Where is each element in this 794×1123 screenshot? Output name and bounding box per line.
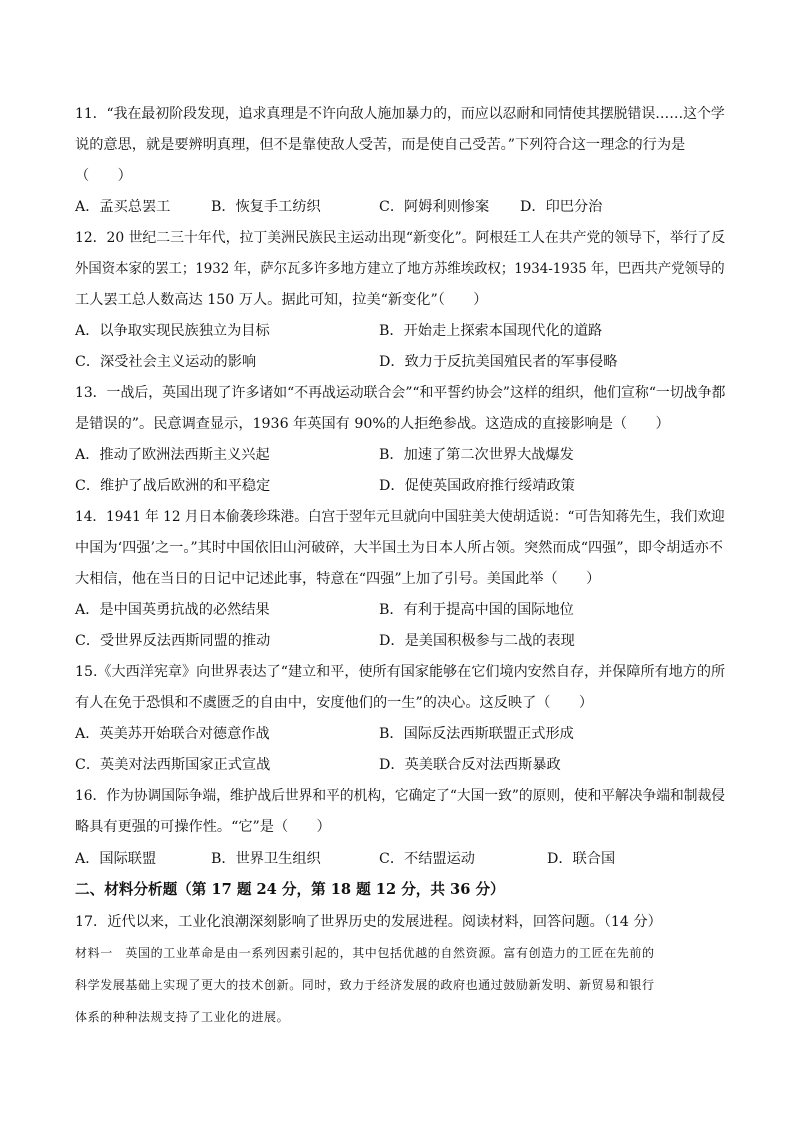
q13-option-c: C．维护了战后欧洲的和平稳定 [75,478,271,494]
q16-option-c: C．不结盟运动 [379,851,475,867]
q12-line-1: 12．20 世纪二三十年代，拉丁美洲民族民主运动出现“新变化”。阿根廷工人在共产党的领导下，举行了反 [75,230,726,246]
q12-line-3: 工人罢工总人数高达 150 万人。据此可知，拉美“新变化”（ ） [75,292,488,308]
q12-option-b: B．开始走上探索本国现代化的道路 [379,323,603,339]
q15-option-d: D．英美联合反对法西斯暴政 [379,757,561,773]
q11-line-1: 11．“我在最初阶段发现，追求真理是不许向敌人施加暴力的，而应以忍耐和同情使其摆脱错误……这个学 [75,106,725,122]
q17-material-line-2: 科学发展基础上实现了更大的技术创新。同时，致力于经济发展的政府也通过鼓励新发明、新贸易和银行 [75,978,655,992]
q15-line-2: 有人在免于恐惧和不虞匮乏的自由中，安度他们的一生”的决心。这反映了（ ） [75,695,594,711]
q12-option-c: C．深受社会主义运动的影响 [75,354,257,370]
q16-option-b: B．世界卫生组织 [211,851,321,867]
q11-option-d: D．印巴分治 [520,199,603,215]
q16-option-a: A．国际联盟 [75,851,157,867]
q11-option-c: C．阿姆利则惨案 [379,199,490,215]
q13-line-2: 是错误的”。民意调查显示，1936 年英国有 90%的人拒绝参战。这造成的直接影响是（ ） [75,416,670,432]
q14-line-2: 中国为‘四强’之一。”其时中国依旧山河破碎，大半国土为日本人所占领。突然而成“四强”，即令胡适亦不 [75,540,723,556]
q14-line-3: 大相信，他在当日的日记中记述此事，特意在“四强”上加了引号。美国此举（ ） [75,571,601,587]
q17-material-line-3: 体系的种种法规支持了工业化的进展。 [75,1010,290,1024]
q13-option-b: B．加速了第二次世界大战爆发 [379,447,574,463]
q16-option-d: D．联合国 [547,851,616,867]
q13-line-1: 13．一战后，英国出现了许多诸如“不再战运动联合会”“和平誓约协会”这样的组织，他们宣称“一切战争都 [75,385,726,401]
q15-option-c: C．英美对法西斯国家正式宣战 [75,757,271,773]
q11-line-3: （ ） [75,168,132,184]
q14-option-c: C．受世界反法西斯同盟的推动 [75,633,271,649]
q13-option-d: D．促使英国政府推行绥靖政策 [379,478,575,494]
q17-stem: 17．近代以来，工业化浪潮深刻影响了世界历史的发展进程。阅读材料，回答问题。（14 分） [75,914,662,930]
q17-material-line-1: 材料一 英国的工业革命是由一系列因素引起的，其中包括优越的自然资源。富有创造力的工匠在先前的 [75,946,655,960]
q11-option-b: B．恢复手工纺织 [211,199,321,215]
section-heading: 二、材料分析题（第 17 题 24 分，第 18 题 12 分，共 36 分） [75,881,505,898]
q12-line-2: 外国资本家的罢工；1932 年，萨尔瓦多许多地方建立了地方苏维埃政权；1934-1935 年，巴西共产党领导的 [75,261,725,277]
q15-option-a: A．英美苏开始联合对德意作战 [75,726,270,742]
q14-option-b: B．有利于提高中国的国际地位 [379,602,574,618]
q14-option-d: D．是美国积极参与二战的表现 [379,633,575,649]
q15-option-b: B．国际反法西斯联盟正式形成 [379,726,574,742]
q11-option-a: A．孟买总罢工 [75,199,171,215]
q13-option-a: A．推动了欧洲法西斯主义兴起 [75,447,270,463]
q11-line-2: 说的意思，就是要辨明真理，但不是靠使敌人受苦，而是使自己受苦。”下列符合这一理念的行为是 [75,137,686,153]
q12-option-a: A．以争取实现民族独立为目标 [75,323,270,339]
q15-line-1: 15.《大西洋宪章》向世界表达了“建立和平，使所有国家能够在它们境内安然自存，并保障所有地方的所 [75,664,726,680]
q16-line-2: 略具有更强的可操作性。“它”是（ ） [75,819,331,835]
q14-option-a: A．是中国英勇抗战的必然结果 [75,602,270,618]
q16-line-1: 16．作为协调国际争端，维护战后世界和平的机构，它确定了“大国一致”的原则，使和平解决争端和制裁侵 [75,788,726,804]
q14-line-1: 14．1941 年 12 月日本偷袭珍珠港。白宫于翌年元旦就向中国驻美大使胡适说：“可告知蒋先生，我们欢迎 [75,509,725,525]
q12-option-d: D．致力于反抗美国殖民者的军事侵略 [379,354,618,370]
